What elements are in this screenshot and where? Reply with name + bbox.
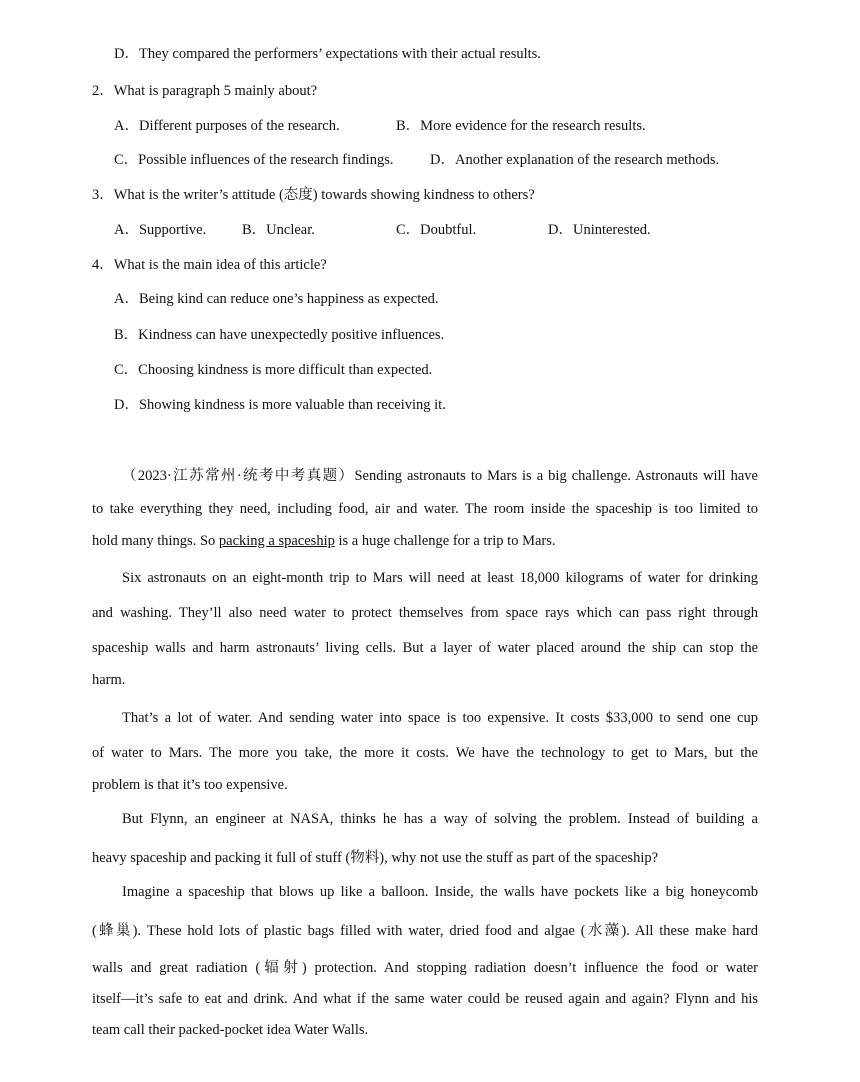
q2-option-d: D．Another explanation of the research methods.	[430, 152, 720, 168]
passage-p3-line2: of water to Mars. The more you take, the more it costs. We have the technology to get to Mars, but the	[92, 745, 758, 761]
passage-p1-line3	[92, 533, 556, 550]
q1-option-d: D．They compared the performers’ expectations with their actual results.	[114, 46, 541, 62]
q3-option-a: A．Supportive.	[114, 222, 207, 238]
passage-p2-line1: Six astronauts on an eight-month trip to Mars will need at least 18,000 kilograms of water for drinking	[122, 570, 758, 586]
passage-p2-line3: spaceship walls and harm astronauts’ living cells. But a layer of water placed around the ship can stop the	[92, 640, 758, 656]
q3-stem: 3．What is the writer’s attitude (态度) towards showing kindness to others?	[92, 187, 535, 203]
q2-option-b: B．More evidence for the research results.	[396, 118, 646, 134]
passage-p1-line1: （2023·江苏常州·统考中考真题）Sending astronauts to Mars is a big challenge. Astronauts will have	[122, 468, 758, 484]
passage-p2-line4: harm.	[92, 672, 126, 688]
underlined-phrase: packing a spaceship	[218, 533, 335, 549]
passage-p1-line3-pre: hold many things. So	[92, 533, 219, 549]
q3-option-c: C．Doubtful.	[396, 222, 477, 238]
q2-option-c: C．Possible influences of the research findings.	[114, 152, 394, 168]
passage-p5-line2: (蜂巢). These hold lots of plastic bags filled with water, dried food and algae (水藻). All these make hard	[92, 923, 758, 939]
passage-p4-line1: But Flynn, an engineer at NASA, thinks he has a way of solving the problem. Instead of building a	[122, 811, 758, 827]
passage-p5-line1: Imagine a spaceship that blows up like a balloon. Inside, the walls have pockets like a big honeycomb	[122, 884, 758, 900]
passage-p5-line5: team call their packed-pocket idea Water Walls.	[92, 1022, 369, 1038]
q4-stem: 4．What is the main idea of this article?	[92, 257, 327, 273]
q4-option-a: A．Being kind can reduce one’s happiness as expected.	[114, 291, 439, 307]
q2-stem: 2．What is paragraph 5 mainly about?	[92, 83, 318, 99]
passage-p3-line3: problem is that it’s too expensive.	[92, 777, 288, 793]
q2-option-a: A．Different purposes of the research.	[114, 118, 340, 134]
passage-p3-line1: That’s a lot of water. And sending water into space is too expensive. It costs $33,000 to send one cup	[122, 710, 758, 726]
passage-p2-line2: and washing. They’ll also need water to protect themselves from space rays which can pass right through	[92, 605, 758, 621]
passage-p1-line3-post: is a huge challenge for a trip to Mars.	[334, 533, 556, 549]
q4-option-d: D．Showing kindness is more valuable than receiving it.	[114, 397, 446, 413]
q3-option-d: D．Uninterested.	[548, 222, 651, 238]
q4-option-b: B．Kindness can have unexpectedly positive influences.	[114, 327, 445, 343]
passage-p5-line3: walls and great radiation (辐射) protection. And stopping radiation doesn’t influence the food or water	[92, 960, 758, 976]
passage-p1-line2: to take everything they need, including food, air and water. The room inside the spaceship is too limited to	[92, 501, 758, 517]
passage-p5-line4: itself—it’s safe to eat and drink. And what if the same water could be reused again and again? Flynn and his	[92, 991, 758, 1007]
passage-p4-line2: heavy spaceship and packing it full of stuff (物料), why not use the stuff as part of the spaceship?	[92, 850, 659, 866]
q3-option-b: B．Unclear.	[242, 222, 315, 238]
q4-option-c: C．Choosing kindness is more difficult than expected.	[114, 362, 433, 378]
